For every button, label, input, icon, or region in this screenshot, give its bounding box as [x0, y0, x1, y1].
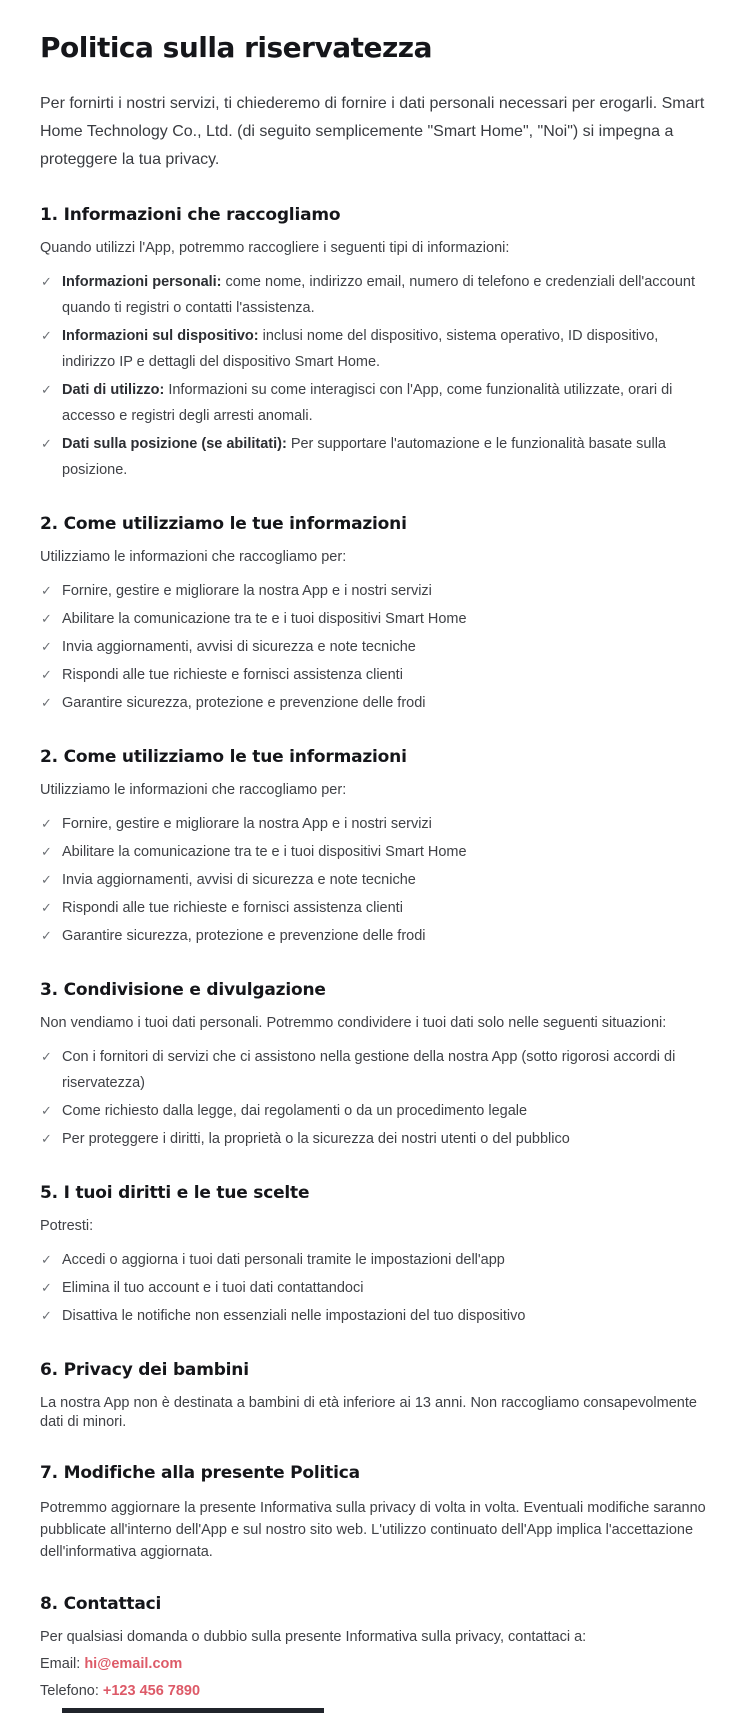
email-label: Email:: [40, 1656, 85, 1672]
bullet-item: [40, 923, 710, 949]
bullet-list: [40, 1247, 710, 1329]
bullet-text: come nome, indirizzo email, numero di telefono e credenziali dell'account quando ti registri o contatti l'assistenza.: [62, 274, 695, 316]
bullet-text: Informazioni su come interagisci con l'App, come funzionalità utilizzate, orari di accesso e registri degli arresti anomali.: [62, 382, 673, 424]
bullet-item: [40, 811, 710, 837]
check-icon: ✓: [41, 872, 52, 887]
bullet-item: [40, 323, 710, 375]
bullet-text: Abilitare la comunicazione tra te e i tuoi dispositivi Smart Home: [62, 844, 467, 860]
bullet-item: [40, 1303, 710, 1329]
bullet-text: Fornire, gestire e migliorare la nostra App e i nostri servizi: [62, 583, 432, 599]
check-icon: ✓: [41, 611, 52, 626]
bullet-item: [40, 578, 710, 604]
policy-section: [40, 1182, 710, 1329]
check-icon: ✓: [41, 1131, 52, 1146]
contact-phone-line: [40, 1681, 710, 1701]
bullet-text: Rispondi alle tue richieste e fornisci assistenza clienti: [62, 667, 403, 683]
phone-link[interactable]: +123 456 7890: [102, 1683, 201, 1699]
intro-paragraph: Per fornirti i nostri servizi, ti chiederemo di fornire i dati personali necessari per erogarli. Smart Home Technology Co., Ltd. (di seguito semplicemente "Smart Home", "Noi") si impegna a proteggere la tua privacy.: [40, 95, 705, 168]
check-icon: ✓: [41, 436, 52, 451]
section-paragraph: Utilizziamo le informazioni che raccogliamo per:: [40, 549, 347, 565]
section-heading: 5. I tuoi diritti e le tue scelte: [40, 1183, 310, 1203]
sections-container: [40, 204, 710, 1563]
bullet-item: [40, 1126, 710, 1152]
bullet-text: Come richiesto dalla legge, dai regolamenti o da un procedimento legale: [62, 1103, 528, 1119]
section-heading: 7. Modifiche alla presente Politica: [40, 1463, 360, 1483]
bullet-item: [40, 662, 710, 688]
check-icon: ✓: [41, 274, 52, 289]
section-heading: 2. Come utilizziamo le tue informazioni: [40, 514, 407, 534]
bullet-item: [40, 1247, 710, 1273]
bullet-text: Accedi o aggiorna i tuoi dati personali tramite le impostazioni dell'app: [62, 1252, 505, 1268]
bullet-item: [40, 269, 710, 321]
policy-section: [40, 746, 710, 949]
bullet-item: [40, 839, 710, 865]
bullet-item: [40, 895, 710, 921]
bullet-text: Garantire sicurezza, protezione e prevenzione delle frodi: [62, 928, 426, 944]
bullet-item: [40, 1044, 710, 1096]
policy-section: [40, 1462, 710, 1563]
bullet-text: Per proteggere i diritti, la proprietà o la sicurezza dei nostri utenti o del pubblico: [62, 1131, 570, 1147]
bullet-text: Fornire, gestire e migliorare la nostra App e i nostri servizi: [62, 816, 432, 832]
check-icon: ✓: [41, 1049, 52, 1064]
bullet-list: [40, 811, 710, 949]
bullet-item: [40, 431, 710, 483]
section-paragraph: Quando utilizzi l'App, potremmo raccogliere i seguenti tipi di informazioni:: [40, 240, 510, 256]
bullet-item: [40, 377, 710, 429]
bullet-text: Disattiva le notifiche non essenziali nelle impostazioni del tuo dispositivo: [62, 1308, 526, 1324]
bullet-item: [40, 606, 710, 632]
bullet-list: [40, 578, 710, 716]
policy-section: [40, 979, 710, 1152]
section-paragraph: Utilizziamo le informazioni che raccogliamo per:: [40, 782, 347, 798]
section-heading: 2. Come utilizziamo le tue informazioni: [40, 747, 407, 767]
bullet-text: Elimina il tuo account e i tuoi dati contattandoci: [62, 1280, 364, 1296]
check-icon: ✓: [41, 1252, 52, 1267]
bullet-list: [40, 1044, 710, 1152]
bullet-bold-label: Dati di utilizzo:: [62, 382, 165, 398]
bullet-text: Invia aggiornamenti, avvisi di sicurezza e note tecniche: [62, 872, 416, 888]
section-heading: 8. Contattaci: [40, 1594, 162, 1614]
check-icon: ✓: [41, 816, 52, 831]
bullet-item: [40, 1098, 710, 1124]
check-icon: ✓: [41, 328, 52, 343]
section-paragraph: Non vendiamo i tuoi dati personali. Potremmo condividere i tuoi dati solo nelle seguenti situazioni:: [40, 1015, 667, 1031]
section-heading: 6. Privacy dei bambini: [40, 1360, 249, 1380]
bullet-item: [40, 867, 710, 893]
bottom-bar: [62, 1708, 324, 1713]
section-paragraph: Per qualsiasi domanda o dubbio sulla presente Informativa sulla privacy, contattaci a:: [40, 1629, 587, 1645]
check-icon: ✓: [41, 1280, 52, 1295]
bullet-text: Garantire sicurezza, protezione e prevenzione delle frodi: [62, 695, 426, 711]
bullet-text: inclusi nome del dispositivo, sistema operativo, ID dispositivo, indirizzo IP e dettagli del dispositivo Smart Home.: [62, 328, 659, 370]
page-title: Politica sulla riservatezza: [40, 31, 432, 64]
bullet-bold-label: Dati sulla posizione (se abilitati):: [62, 436, 287, 452]
section-paragraph: Potremmo aggiornare la presente Informativa sulla privacy di volta in volta. Eventuali modifiche saranno pubblicate all'interno dell'App e sul nostro sito web. L'utilizzo continuato dell'App implica l'accettazione dell'informativa aggiornata.: [40, 1500, 706, 1560]
bullet-item: [40, 1275, 710, 1301]
contact-email-line: [40, 1654, 710, 1674]
policy-section: [40, 513, 710, 716]
bullet-text: Per supportare l'automazione e le funzionalità basate sulla posizione.: [62, 436, 666, 478]
check-icon: ✓: [41, 667, 52, 682]
bullet-item: [40, 690, 710, 716]
email-link[interactable]: hi@email.com: [84, 1656, 183, 1672]
bullet-text: Invia aggiornamenti, avvisi di sicurezza e note tecniche: [62, 639, 416, 655]
policy-section: [40, 204, 710, 483]
check-icon: ✓: [41, 900, 52, 915]
check-icon: ✓: [41, 639, 52, 654]
bullet-text: Con i fornitori di servizi che ci assistono nella gestione della nostra App (sotto rigorosi accordi di riservatezza): [62, 1049, 676, 1091]
bullet-bold-label: Informazioni personali:: [62, 274, 222, 290]
check-icon: ✓: [41, 583, 52, 598]
phone-label: Telefono:: [40, 1683, 103, 1699]
check-icon: ✓: [41, 1103, 52, 1118]
section-paragraph: Potresti:: [40, 1218, 94, 1234]
bullet-bold-label: Informazioni sul dispositivo:: [62, 328, 259, 344]
bullet-list: [40, 269, 710, 483]
policy-section: [40, 1359, 710, 1432]
check-icon: ✓: [41, 844, 52, 859]
bullet-item: [40, 634, 710, 660]
section-paragraph: La nostra App non è destinata a bambini di età inferiore ai 13 anni. Non raccogliamo consapevolmente dati di minori.: [40, 1395, 697, 1430]
section-heading: 1. Informazioni che raccogliamo: [40, 205, 341, 225]
bullet-text: Rispondi alle tue richieste e fornisci assistenza clienti: [62, 900, 403, 916]
section-contact: [40, 1593, 710, 1713]
check-icon: ✓: [41, 1308, 52, 1323]
check-icon: ✓: [41, 695, 52, 710]
section-heading: 3. Condivisione e divulgazione: [40, 980, 326, 1000]
bullet-text: Abilitare la comunicazione tra te e i tuoi dispositivi Smart Home: [62, 611, 467, 627]
check-icon: ✓: [41, 382, 52, 397]
check-icon: ✓: [41, 928, 52, 943]
